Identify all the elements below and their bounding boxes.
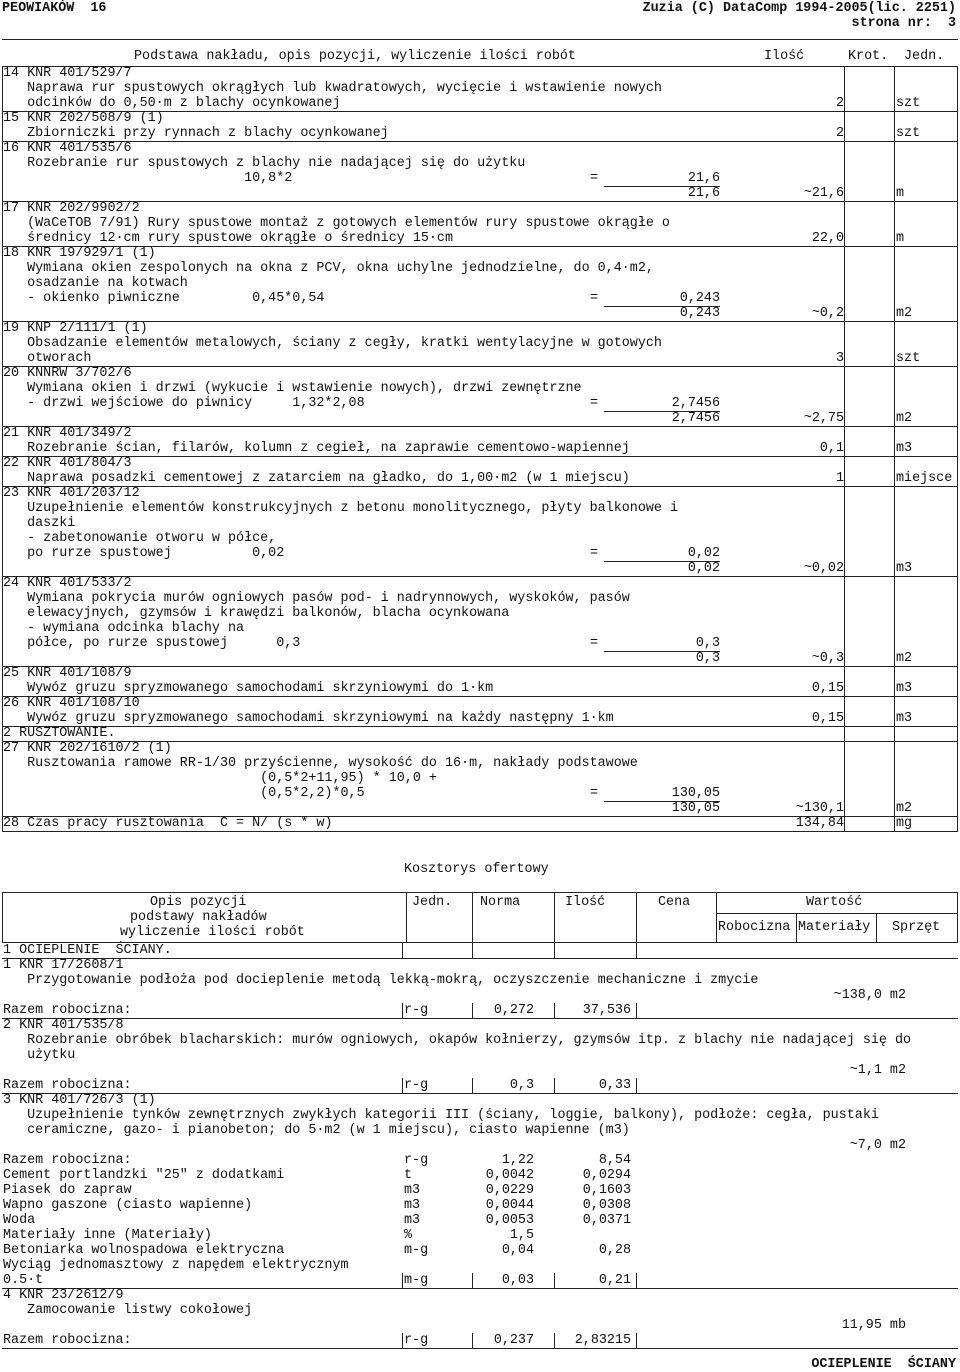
item-line-text: elewacyjnych, gzymsów i krawędzi balkonów, blacha ocynkowana <box>3 606 510 621</box>
offer-cell-rule <box>554 1003 555 1018</box>
row-rule <box>2 456 958 457</box>
offer-line-text: Cement portlandzki "25" z dodatkami <box>3 1168 285 1183</box>
offer-cell-rule <box>472 1273 473 1288</box>
offer-unit: r-g <box>404 1153 429 1168</box>
offer-cell-rule <box>636 1333 637 1348</box>
offer-line-text: Wapno gaszone (ciasto wapienne) <box>3 1198 253 1213</box>
item-unit: szt <box>896 351 921 366</box>
offer-h-jedn: Jedn. <box>412 895 453 910</box>
offer-unit: % <box>404 1228 413 1243</box>
offer-cell-rule <box>636 943 637 958</box>
item-line-text: 2 RUSZTOWANIE. <box>3 726 116 741</box>
item-line-text: 14 KNR 401/529/7 <box>3 66 132 81</box>
table-top-rule <box>2 66 958 67</box>
offer-cell-rule <box>472 1078 473 1093</box>
offer-line-text: Betoniarka wolnospadowa elektryczna <box>3 1243 285 1258</box>
row-rule <box>2 201 958 202</box>
item-line-text: (0,5*2+11,95) * 10,0 + <box>3 771 437 786</box>
calc-value: 0,3 <box>695 651 720 666</box>
item-line-text: Uzupełnienie elementów konstrukcyjnych z betonu monolitycznego, płyty balkonowe i <box>3 501 678 516</box>
offer-h-opis3: wyliczenie ilości robót <box>120 925 305 940</box>
offer-price: 0,0308 <box>582 1198 631 1213</box>
calc-value: 0,243 <box>679 291 720 306</box>
offer-unit: m3 <box>404 1213 421 1228</box>
item-line-text: Wymiana okien i drzwi (wykucie i wstawienie nowych), drzwi zewnętrzne <box>3 381 582 396</box>
offer-norm: 0,04 <box>501 1243 534 1258</box>
row-rule <box>2 366 958 367</box>
item-line-text: 22 KNR 401/804/3 <box>3 456 132 471</box>
offer-norm: 0,3 <box>509 1078 534 1093</box>
offer-line-text: 1 KNR 17/2608/1 <box>3 958 124 973</box>
calc-value: 130,05 <box>671 801 720 816</box>
calc-value: 0,02 <box>687 546 720 561</box>
offer-cell-rule <box>402 1333 403 1348</box>
calc-value: 2,7456 <box>671 411 720 426</box>
offer-cell-rule <box>472 1333 473 1348</box>
offer-price: 2,83215 <box>574 1333 631 1348</box>
item-quantity: 2 <box>835 126 844 141</box>
offer-cell-rule <box>554 1078 555 1093</box>
offer-h-robocizna: Robocizna <box>718 920 791 935</box>
calc-value: 0,02 <box>687 561 720 576</box>
offer-norm: 1,22 <box>501 1153 534 1168</box>
item-line-text: Rozebranie rur spustowych z blachy nie nadającej się do użytku <box>3 156 526 171</box>
item-line-text: 26 KNR 401/108/10 <box>3 696 140 711</box>
item-quantity: 2 <box>835 96 844 111</box>
offer-h-sprzet: Sprzęt <box>892 920 941 935</box>
offer-h-ilosc: Ilość <box>565 895 606 910</box>
item-line-text: 21 KNR 401/349/2 <box>3 426 132 441</box>
item-line-text: - drzwi wejściowe do piwnicy 1,32*2,08 <box>3 396 365 411</box>
offer-unit: r-g <box>404 1078 429 1093</box>
offer-h-cena: Cena <box>658 895 691 910</box>
item-line-text: 19 KNP 2/111/1 (1) <box>3 321 148 336</box>
item-line-text: 16 KNR 401/535/6 <box>3 141 132 156</box>
header-rule <box>2 39 958 40</box>
offer-unit: r-g <box>404 1003 429 1018</box>
footer-section: OCIEPLENIE ŚCIANY <box>811 1357 956 1372</box>
item-quantity: ~0,3 <box>811 651 844 666</box>
item-unit: m3 <box>896 711 913 726</box>
offer-line-text: Zamocowanie listwy cokołowej <box>3 1303 253 1318</box>
item-unit: m2 <box>896 651 913 666</box>
item-unit: m3 <box>896 561 913 576</box>
item-unit: mg <box>896 816 913 831</box>
offer-line-text: Uzupełnienie tynków zewnętrznych zwykłych kategorii III (ściany, loggie, balkony), podłoże: cegła, pustaki <box>3 1108 879 1123</box>
calc-equals: = <box>590 291 599 306</box>
row-rule <box>2 576 958 577</box>
offer-cell-rule <box>554 943 555 958</box>
item-line-text: 10,8*2 <box>3 171 293 186</box>
offer-cell-rule <box>402 943 403 958</box>
calc-value: 0,243 <box>679 306 720 321</box>
calc-value: 21,6 <box>687 171 720 186</box>
offer-price: 0,1603 <box>582 1183 631 1198</box>
offer-quantity: ~138,0 m2 <box>833 988 906 1003</box>
item-line-text: (0,5*2,2)*0,5 <box>3 786 365 801</box>
item-line-text: - okienko piwniczne 0,45*0,54 <box>3 291 325 306</box>
calc-value: 0,3 <box>695 636 720 651</box>
row-rule <box>2 666 958 667</box>
item-unit: m <box>896 186 905 201</box>
offer-quantity: ~1,1 m2 <box>849 1063 906 1078</box>
item-quantity: 1 <box>835 471 844 486</box>
item-line-text: 28 Czas pracy rusztowania C = N/ (s * w) <box>3 816 333 831</box>
offer-quantity: ~7,0 m2 <box>849 1138 906 1153</box>
item-quantity: 0,1 <box>819 441 844 456</box>
calc-value: 21,6 <box>687 186 720 201</box>
page-number: strona nr: 3 <box>851 16 956 31</box>
offer-line-text: Piasek do zapraw <box>3 1183 132 1198</box>
offer-cell-rule <box>472 943 473 958</box>
col-qty-header: Ilość <box>764 49 805 64</box>
offer-line-text: Rozebranie obróbek blacharskich: murów ogniowych, okapów kołnierzy, gzymsów itp. z blachy nie nadającej się do <box>3 1033 912 1048</box>
item-quantity: 0,15 <box>811 711 844 726</box>
offer-h-opis1: Opis pozycji <box>150 895 247 910</box>
calc-value: 130,05 <box>671 786 720 801</box>
offer-price: 0,21 <box>598 1273 631 1288</box>
row-rule <box>2 831 958 832</box>
offer-line-text: Razem robocizna: <box>3 1153 132 1168</box>
table-right-rule <box>957 66 958 831</box>
item-line-text: odcinków do 0,50·m z blachy ocynkowanej <box>3 96 341 111</box>
item-quantity: 3 <box>835 351 844 366</box>
offer-unit: m-g <box>404 1273 429 1288</box>
offer-cell-rule <box>636 1003 637 1018</box>
col-krot-header: Krot. <box>848 49 889 64</box>
item-unit: m2 <box>896 411 913 426</box>
calc-equals: = <box>590 171 599 186</box>
offer-line-text: użytku <box>3 1048 76 1063</box>
item-line-text: Obsadzanie elementów metalowych, ściany z cegły, kratki wentylacyjne w gotowych <box>3 336 662 351</box>
offer-cell-rule <box>402 1078 403 1093</box>
item-quantity: ~130,1 <box>795 801 844 816</box>
item-unit: m <box>896 231 905 246</box>
krot-column-rule <box>844 66 845 831</box>
offer-line-text: Przygotowanie podłoża pod docieplenie metodą lekką-mokrą, oczyszczenie mechaniczne i zmycie <box>3 973 759 988</box>
offer-line-text: ceramiczne, gazo- i pianobeton; do 5·m2 (w 1 miejscu), ciasto wapienne (m3) <box>3 1123 630 1138</box>
item-line-text: - wymiana odcinka blachy na <box>3 621 245 636</box>
offer-price: 0,0294 <box>582 1168 631 1183</box>
item-unit: miejsce <box>896 471 953 486</box>
unit-column-rule <box>894 66 895 831</box>
item-quantity: ~2,75 <box>803 411 844 426</box>
header-right: Zuzia (C) DataComp 1994-2005(lic. 2251) <box>642 1 956 16</box>
item-line-text: Naprawa rur spustowych okrągłych lub kwadratowych, wycięcie i wstawienie nowych <box>3 81 662 96</box>
offer-norm: 0,0042 <box>485 1168 534 1183</box>
offer-row-rule <box>2 1288 958 1289</box>
item-line-text: Zbiorniczki przy rynnach z blachy ocynkowanej <box>3 126 389 141</box>
item-line-text: 27 KNR 202/1610/2 (1) <box>3 741 172 756</box>
item-quantity: ~0,2 <box>811 306 844 321</box>
item-unit: szt <box>896 96 921 111</box>
offer-line-text: Razem robocizna: <box>3 1078 132 1093</box>
calc-equals: = <box>590 636 599 651</box>
offer-line-text: 0.5·t <box>3 1273 44 1288</box>
item-unit: m3 <box>896 681 913 696</box>
offer-row-rule <box>2 1348 958 1349</box>
item-line-text: daszki <box>3 516 76 531</box>
calc-equals: = <box>590 396 599 411</box>
row-rule <box>2 486 958 487</box>
offer-cell-rule <box>402 1003 403 1018</box>
offer-quantity: 11,95 mb <box>841 1318 906 1333</box>
offer-price: 8,54 <box>598 1153 631 1168</box>
offer-price: 0,33 <box>598 1078 631 1093</box>
offer-cell-rule <box>472 1003 473 1018</box>
item-line-text: 25 KNR 401/108/9 <box>3 666 132 681</box>
offer-title: Kosztorys ofertowy <box>404 862 549 877</box>
item-line-text: otworach <box>3 351 92 366</box>
offer-h-norma: Norma <box>480 895 521 910</box>
item-line-text: (WaCeTOB 7/91) Rury spustowe montaż z gotowych elementów rury spustowe okrągłe o <box>3 216 670 231</box>
row-rule <box>2 141 958 142</box>
offer-line-text: Materiały inne (Materiały) <box>3 1228 212 1243</box>
item-unit: m3 <box>896 441 913 456</box>
item-line-text: 18 KNR 19/929/1 (1) <box>3 246 156 261</box>
calc-value: 2,7456 <box>671 396 720 411</box>
offer-unit: r-g <box>404 1333 429 1348</box>
offer-norm: 0,0053 <box>485 1213 534 1228</box>
offer-unit: t <box>404 1168 413 1183</box>
item-unit: szt <box>896 126 921 141</box>
offer-cell-rule <box>554 1333 555 1348</box>
item-line-text: Wywóz gruzu spryzmowanego samochodami skrzyniowymi na każdy następny 1·km <box>3 711 614 726</box>
item-line-text: 20 KNNRW 3/702/6 <box>3 366 132 381</box>
offer-row-rule <box>2 958 958 959</box>
offer-unit: m-g <box>404 1243 429 1258</box>
item-line-text: półce, po rurze spustowej 0,3 <box>3 636 301 651</box>
item-line-text: Wymiana pokrycia murów ogniowych pasów pod- i nadrynnowych, wyskoków, pasów <box>3 591 630 606</box>
col-desc-header: Podstawa nakładu, opis pozycji, wyliczenie ilości robót <box>134 49 576 64</box>
offer-cell-rule <box>636 1273 637 1288</box>
offer-cell-rule <box>402 1273 403 1288</box>
item-line-text: po rurze spustowej 0,02 <box>3 546 285 561</box>
offer-cell-rule <box>636 1078 637 1093</box>
item-line-text: Naprawa posadzki cementowej z zatarciem na gładko, do 1,00·m2 (w 1 miejscu) <box>3 471 630 486</box>
item-line-text: 23 KNR 401/203/12 <box>3 486 140 501</box>
offer-unit: m3 <box>404 1183 421 1198</box>
item-line-text: średnicy 12·cm rury spustowe okrągłe o średnicy 15·cm <box>3 231 453 246</box>
offer-h-opis2: podstawy nakładów <box>130 910 267 925</box>
offer-h-wartosc: Wartość <box>806 895 863 910</box>
item-line-text: 24 KNR 401/533/2 <box>3 576 132 591</box>
item-quantity: ~21,6 <box>803 186 844 201</box>
item-line-text: osadzanie na kotwach <box>3 276 188 291</box>
calc-equals: = <box>590 546 599 561</box>
offer-norm: 0,03 <box>501 1273 534 1288</box>
offer-norm: 1,5 <box>509 1228 534 1243</box>
offer-norm: 0,0229 <box>485 1183 534 1198</box>
item-unit: m2 <box>896 801 913 816</box>
item-quantity: ~0,02 <box>803 561 844 576</box>
item-line-text: - zabetonowanie otworu w półce, <box>3 531 277 546</box>
item-line-text: Rusztowania ramowe RR-1/30 przyścienne, wysokość do 16·m, nakłady podstawowe <box>3 756 638 771</box>
offer-h-materialy: Materiały <box>798 920 871 935</box>
item-quantity: 134,84 <box>795 816 844 831</box>
item-line-text: 15 KNR 202/508/9 (1) <box>3 111 164 126</box>
offer-line-text: 3 KNR 401/726/3 (1) <box>3 1093 156 1108</box>
item-unit: m2 <box>896 306 913 321</box>
row-rule <box>2 726 958 727</box>
offer-line-text: 1 OCIEPLENIE ŚCIANY. <box>3 943 172 958</box>
offer-line-text: Razem robocizna: <box>3 1333 132 1348</box>
offer-price: 0,0371 <box>582 1213 631 1228</box>
offer-unit: m3 <box>404 1198 421 1213</box>
item-quantity: 0,15 <box>811 681 844 696</box>
offer-line-text: Woda <box>3 1213 36 1228</box>
header-left: PEOWIAKÓW 16 <box>2 1 107 16</box>
offer-cell-rule <box>554 1273 555 1288</box>
offer-line-text: 2 KNR 401/535/8 <box>3 1018 124 1033</box>
offer-price: 37,536 <box>582 1003 631 1018</box>
row-rule <box>2 696 958 697</box>
item-line-text: 17 KNR 202/9902/2 <box>3 201 140 216</box>
offer-norm: 0,0044 <box>485 1198 534 1213</box>
offer-line-text: 4 KNR 23/2612/9 <box>3 1288 124 1303</box>
item-line-text: Rozebranie ścian, filarów, kolumn z cegieł, na zaprawie cementowo-wapiennej <box>3 441 630 456</box>
item-line-text: Wywóz gruzu spryzmowanego samochodami skrzyniowymi do 1·km <box>3 681 494 696</box>
calc-equals: = <box>590 786 599 801</box>
offer-price: 0,28 <box>598 1243 631 1258</box>
offer-norm: 0,237 <box>493 1333 534 1348</box>
offer-line-text: Razem robocizna: <box>3 1003 132 1018</box>
offer-row-rule <box>2 1018 958 1019</box>
col-unit-header: Jedn. <box>904 49 945 64</box>
offer-norm: 0,272 <box>493 1003 534 1018</box>
item-line-text: Wymiana okien zespolonych na okna z PCV, okna uchylne jednodzielne, do 0,4·m2, <box>3 261 654 276</box>
item-quantity: 22,0 <box>811 231 844 246</box>
row-rule <box>2 426 958 427</box>
offer-line-text: Wyciąg jednomasztowy z napędem elektrycznym <box>3 1258 349 1273</box>
